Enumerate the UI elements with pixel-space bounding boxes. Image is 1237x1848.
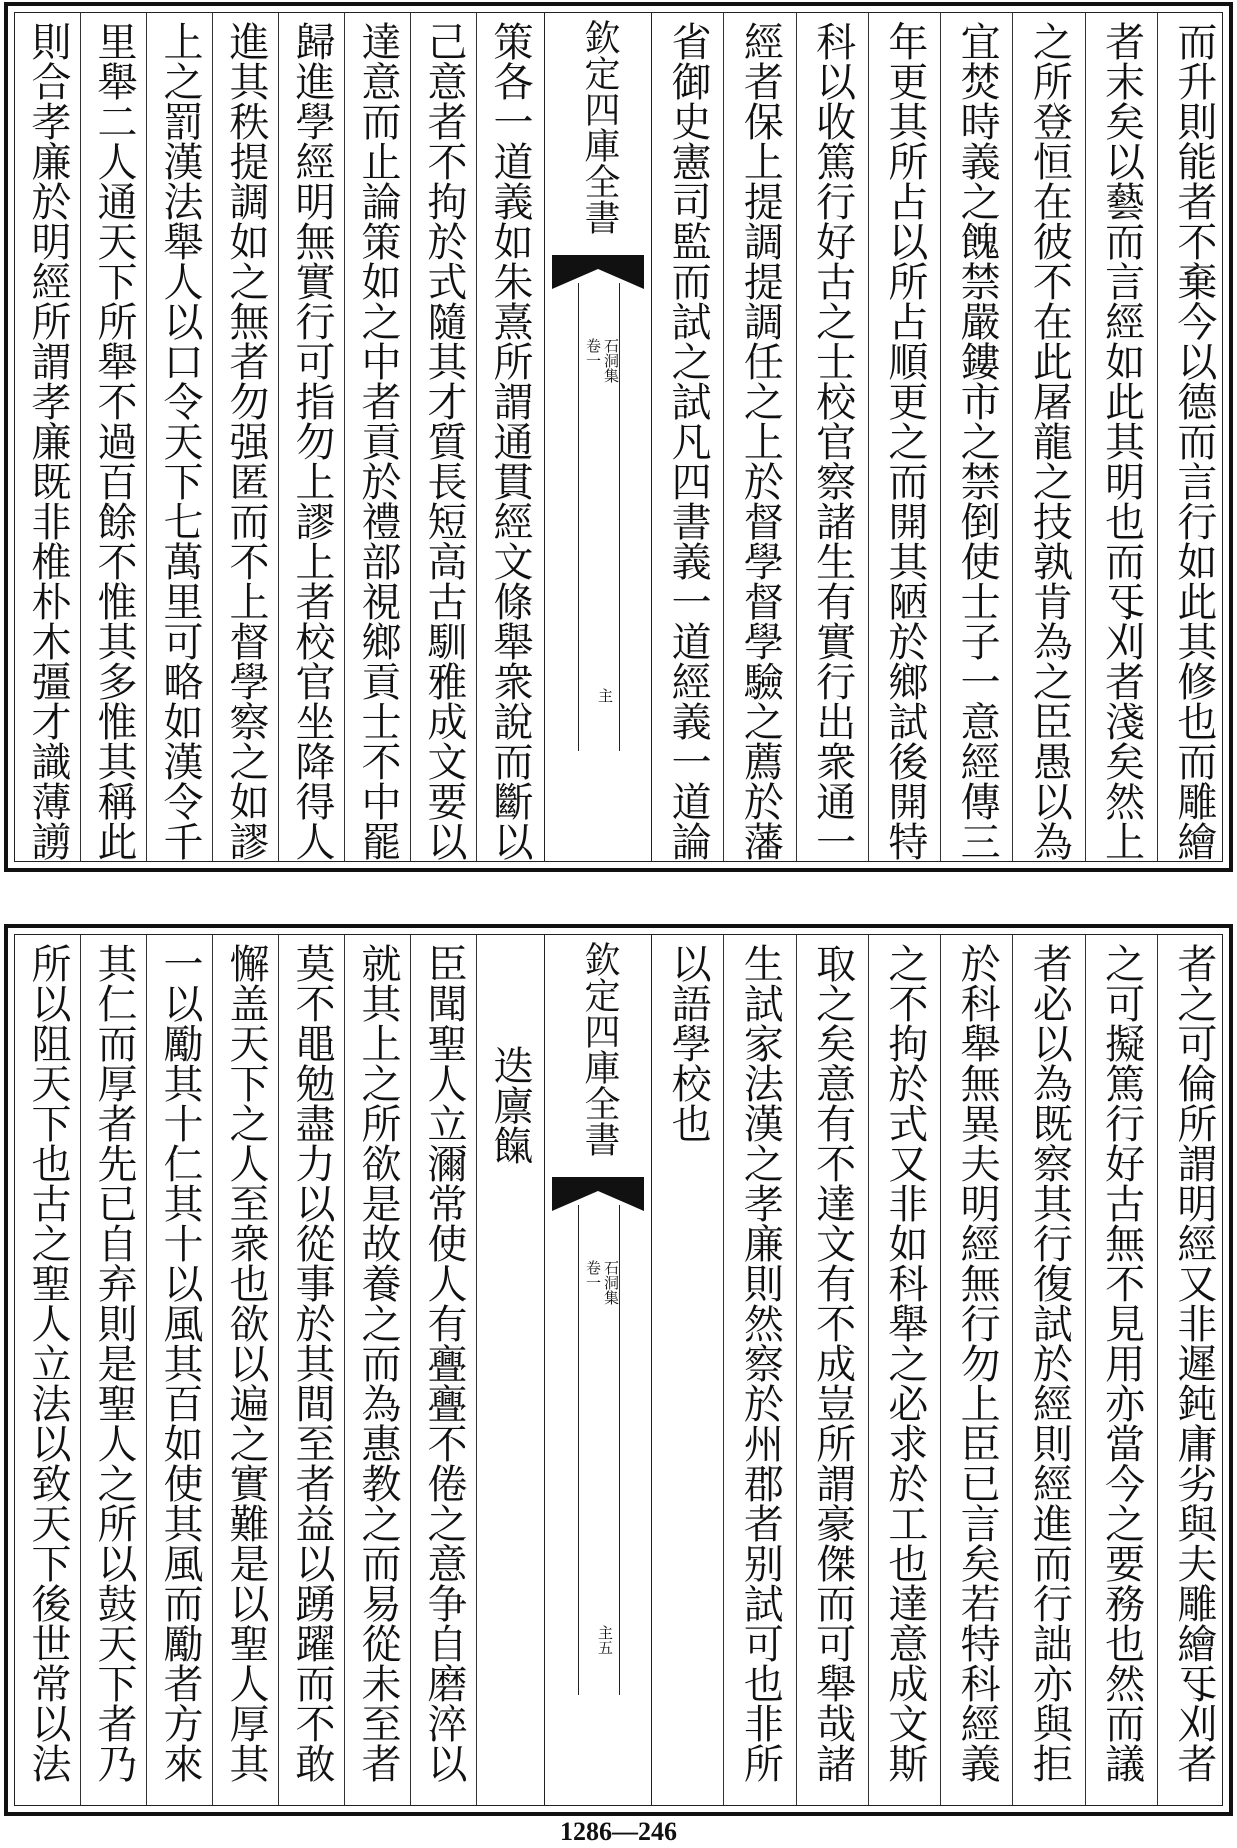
text-column: 策各一道義如朱熹所謂通貫經文條舉衆說而斷以 — [487, 21, 533, 861]
text-column: 宜焚時義之餽禁嚴鏤市之禁倒使士子一意經傳三 — [954, 21, 1001, 861]
folio-number: 主五 — [596, 1625, 614, 1655]
text-column: 臣聞聖人立濔常使人有亹亹不倦之意争自磨淬以 — [421, 943, 467, 1783]
column-rule — [868, 13, 869, 861]
text-column: 經者保上提調提調任之上於督學督學驗之薦於藩 — [737, 21, 784, 861]
fold-edge-right — [651, 935, 652, 1805]
text-column: 上之罰漢法舉人以口令天下七萬里可略如漢令千 — [157, 21, 203, 861]
page-number: 1286—246 — [560, 1817, 677, 1846]
text-column: 歸進學經明無實行可指勿上謬上者校官坐降得人 — [289, 21, 335, 861]
text-column: 省御史憲司監而試之試凡四書義一道經義一道論 — [665, 21, 712, 861]
text-column: 者必以為既察其行復試於經則經進而行詘亦與拒 — [1026, 943, 1073, 1783]
text-column: 里舉二人通天下所舉不過百餘不惟其多惟其稱此 — [91, 21, 137, 861]
text-column: 科以收篤行好古之士校官察諸生有實行出衆通一 — [809, 21, 856, 861]
collection-title: 石洞集 — [602, 338, 620, 383]
column-rule — [723, 935, 724, 1805]
text-column: 之不拘於式又非如科舉之必求於工也達意成文斯 — [881, 943, 928, 1783]
column-rule — [476, 935, 477, 1805]
bottom-page-center-fold — [544, 935, 652, 1805]
top-page-inner-border — [14, 12, 1223, 862]
book-title: 欽定四庫全書 — [579, 19, 620, 235]
bottom-left-half — [15, 935, 543, 1805]
column-rule — [80, 935, 81, 1805]
text-column: 進其秩提調如之無者勿强匿而不上督學察之如謬 — [223, 21, 269, 861]
column-rule — [1157, 935, 1158, 1805]
text-column: 則合孝廉於明經所謂孝廉既非椎朴木彊才識薄謭 — [25, 21, 71, 861]
folio-number: 主 — [596, 688, 614, 703]
top-page-center-fold — [544, 13, 652, 861]
text-column: 己意者不拘於式隨其才質長短高古馴雅成文要以 — [421, 21, 467, 861]
fold-edge-left — [544, 935, 545, 1805]
text-column: 以語學校也 — [665, 943, 712, 1143]
collection-title: 石洞集 — [602, 1260, 620, 1305]
column-rule — [410, 935, 411, 1805]
column-rule — [80, 13, 81, 861]
volume-label: 卷一 — [584, 338, 602, 368]
text-column: 達意而止論策如之中者貢於禮部視鄉貢士不中罷 — [355, 21, 401, 861]
column-rule — [1012, 935, 1013, 1805]
column-rule — [278, 13, 279, 861]
column-rule — [940, 935, 941, 1805]
top-right-half — [652, 13, 1230, 861]
column-rule — [796, 13, 797, 861]
column-rule — [146, 13, 147, 861]
text-column: 懈盖天下之人至衆也欲以遍之實難是以聖人厚其 — [223, 943, 269, 1783]
bottom-page-inner-border — [14, 934, 1223, 1806]
text-column: 其仁而厚者先已自弃則是聖人之所以鼓天下者乃 — [91, 943, 137, 1783]
top-page-frame — [4, 2, 1233, 872]
text-column: 莫不黽勉盡力以從事於其間至者益以踴躍而不敢 — [289, 943, 335, 1783]
text-column: 就其上之所欲是故養之而為惠教之而易從未至者 — [355, 943, 401, 1783]
fold-edge-left — [544, 13, 545, 861]
text-column: 所以阻天下也古之聖人立法以致天下後世常以法 — [25, 943, 71, 1783]
text-column: 之所登恒在彼不在此屠龍之技孰肯為之臣愚以為 — [1026, 21, 1073, 861]
column-rule — [410, 13, 411, 861]
column-rule — [344, 13, 345, 861]
text-column: 於科舉無異夫明經無行勿上臣已言矣若特科經義 — [954, 943, 1001, 1783]
column-rule — [476, 13, 477, 861]
text-column: 之可擬篤行好古無不見用亦當今之要務也然而議 — [1098, 943, 1145, 1783]
text-column: 生試家法漢之孝廉則然察於州郡者别試可也非所 — [737, 943, 784, 1783]
column-rule — [1012, 13, 1013, 861]
column-rule — [212, 13, 213, 861]
text-column: 者末矣以藝而言經如此其明也而㸦刈者淺矣然上 — [1098, 21, 1145, 861]
volume-label: 卷一 — [584, 1260, 602, 1290]
bottom-page-frame — [4, 924, 1233, 1816]
text-column: 而升則能者不棄今以德而言行如此其修也而雕繪 — [1170, 21, 1217, 861]
text-column: 迭廪餼 — [487, 1045, 533, 1165]
column-rule — [344, 935, 345, 1805]
column-rule — [868, 935, 869, 1805]
column-rule — [212, 935, 213, 1805]
column-rule — [1085, 935, 1086, 1805]
fold-edge-right — [651, 13, 652, 861]
text-column: 者之可倫所謂明經又非遲鈍庸劣與夫雕繪㸦刈者 — [1170, 943, 1217, 1783]
bottom-right-half — [652, 935, 1230, 1805]
column-rule — [796, 935, 797, 1805]
column-rule — [723, 13, 724, 861]
book-title: 欽定四庫全書 — [579, 941, 620, 1157]
text-column: 年更其所占以所占順更之而開其陋於鄉試後開特 — [881, 21, 928, 861]
column-rule — [278, 935, 279, 1805]
text-column: 取之矣意有不達文有不成豈所謂豪傑而可舉哉諸 — [809, 943, 856, 1783]
column-rule — [1157, 13, 1158, 861]
column-rule — [1085, 13, 1086, 861]
column-rule — [146, 935, 147, 1805]
column-rule — [940, 13, 941, 861]
text-column: 一以勵其十仁其十以風其百如使其風而勵者方來 — [157, 943, 203, 1783]
top-left-half — [15, 13, 543, 861]
